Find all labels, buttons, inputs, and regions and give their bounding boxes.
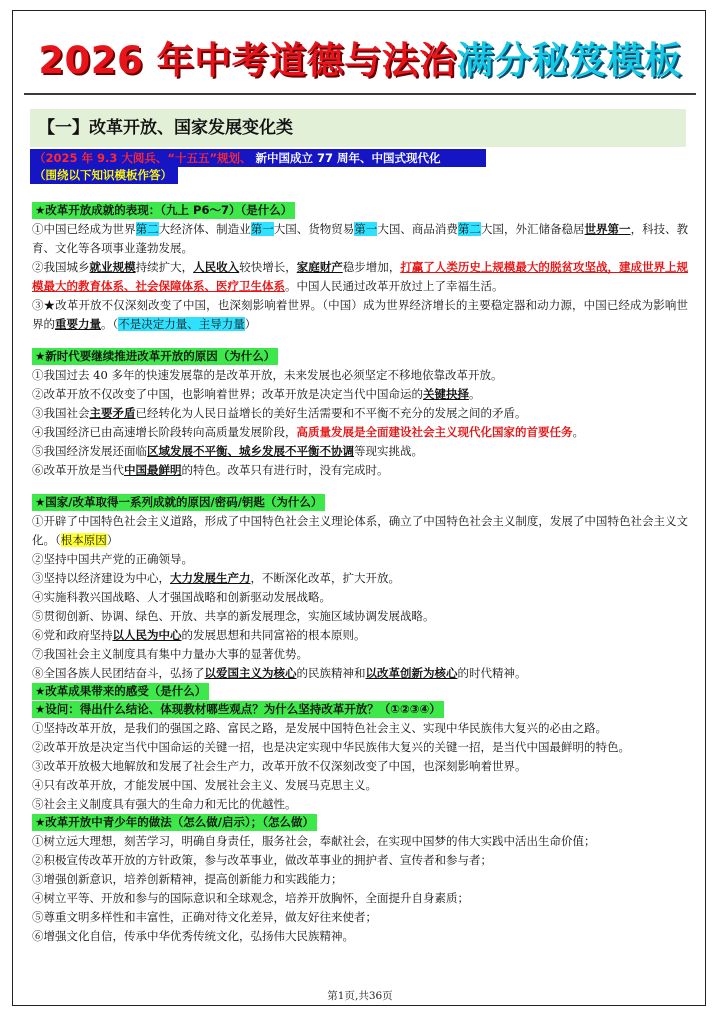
page-footer: 第1页,共36页 xyxy=(327,990,393,1002)
item-text: 已经转化为人民日益增长的美好生活需要和不平衡不充分的发展之间的矛盾。 xyxy=(135,406,527,420)
group-item xyxy=(32,832,688,851)
topic-banner-red-text: （2025 年 9.3 大阅兵、“十五五”规划、 xyxy=(34,151,252,165)
item-text: ③我国社会 xyxy=(32,406,90,420)
group-item xyxy=(32,258,688,296)
item-text: ①中国已经成为世界 xyxy=(32,222,136,236)
item-text: 高质量发展是全面建设社会主义现代化国家的首要任务 xyxy=(296,425,573,439)
group-spacer xyxy=(32,480,688,494)
section-heading: 【一】改革开放、国家发展变化类 xyxy=(30,109,686,147)
item-text: ③增强创新意识，培养创新精神，提高创新能力和实践能力； xyxy=(32,872,343,886)
group-subheading: ★设问：得出什么结论、体现教材哪些观点？为什么坚持改革开放？（①②③④） xyxy=(32,701,444,718)
item-text: ①开辟了中国特色社会主义道路，形成了中国特色社会主义理论体系，确立了中国特色社会主义制度，发展了中国特色社会主义文化。（ xyxy=(32,514,688,547)
group-item xyxy=(32,719,688,738)
item-text: ⑧全国各族人民团结奋斗，弘扬了 xyxy=(32,666,205,680)
item-text: 大经济体、制造业 xyxy=(158,222,251,236)
item-text: 第二 xyxy=(457,222,481,236)
item-text: 以人民为中心 xyxy=(112,628,182,642)
group-heading-row xyxy=(32,348,688,366)
item-text: 。中国人民通过改革开放过上了幸福生活。 xyxy=(285,279,504,293)
group-heading: ★国家/改革取得一系列成就的原因/密码/钥匙（为什么） xyxy=(32,494,325,511)
item-text: 等现实挑战。 xyxy=(354,444,423,458)
item-text: ④实施科教兴国战略、人才强国战略和创新驱动发展战略。 xyxy=(32,590,331,604)
item-text: ②坚持中国共产党的正确领导。 xyxy=(32,552,193,566)
item-text: 重要力量 xyxy=(55,317,101,331)
item-text: ④只有改革开放，才能发展中国、发展社会主义、发展马克思主义。 xyxy=(32,778,377,792)
item-text: ⑦我国社会主义制度具有集中力量办大事的显著优势。 xyxy=(32,647,308,661)
group-item xyxy=(32,569,688,588)
group-item xyxy=(32,607,688,626)
item-text: ②改革开放是决定当代中国命运的关键一招，也是决定实现中华民族伟大复兴的关键一招，是当代中国最鲜明的特色。 xyxy=(32,740,630,754)
group-item xyxy=(32,404,688,423)
item-text: 稳步增加， xyxy=(342,260,401,274)
item-text: ①我国过去 40 多年的快速发展靠的是改革开放，未来发展也必须坚定不移地依靠改革开放。 xyxy=(32,368,503,382)
topic-banner-line2: （围绕以下知识模板作答） xyxy=(30,167,178,184)
page-title xyxy=(0,30,720,84)
group-item xyxy=(32,645,688,664)
item-text: 人民收入 xyxy=(193,260,240,274)
item-text: ①树立远大理想，刻苦学习，明确自身责任，服务社会，奉献社会，在实现中国梦的伟大实践中活出生命价值； xyxy=(32,834,596,848)
group-item xyxy=(32,423,688,442)
item-text: ，科技、教育、文化等各项事业蓬勃发展。 xyxy=(32,222,689,255)
group-item xyxy=(32,442,688,461)
title-divider xyxy=(24,93,696,95)
content-body xyxy=(32,202,688,946)
item-text: ，不断深化改革，扩大开放。 xyxy=(250,571,400,585)
item-text: ⑥改革开放是当代 xyxy=(32,463,124,477)
item-text: 关键抉择 xyxy=(423,387,469,401)
topic-banner-white-text: 新中国成立 77 周年、中国式现代化 xyxy=(251,151,441,165)
group-heading-row xyxy=(32,683,688,701)
item-text: ③坚持以经济建设为中心， xyxy=(32,571,170,585)
item-text: 世界第一 xyxy=(584,222,631,236)
item-text: 。（ xyxy=(101,317,119,331)
group-item xyxy=(32,588,688,607)
group-item xyxy=(32,927,688,946)
group-item xyxy=(32,664,688,683)
group-heading-row xyxy=(32,814,688,832)
group-item xyxy=(32,757,688,776)
item-text: 不是决定力量、主导力量 xyxy=(118,317,245,331)
item-text: ） xyxy=(106,533,119,547)
item-text: ） xyxy=(244,317,257,331)
group-heading: ★改革开放中青少年的做法（怎么做/启示）；（怎么做） xyxy=(32,814,317,831)
item-text: 大国、商品消费 xyxy=(377,222,458,236)
item-text: ④树立平等、开放和参与的国际意识和全球观念，培养开放胸怀，全面提升自身素质； xyxy=(32,891,469,905)
item-text: 大国，外汇储备稳居 xyxy=(480,222,585,236)
item-text: 的特色。改革只有进行时，没有完成时。 xyxy=(181,463,389,477)
group-subheading-row xyxy=(32,701,688,719)
item-text: 大力发展生产力 xyxy=(170,571,251,585)
group-item xyxy=(32,889,688,908)
group-item xyxy=(32,296,688,334)
item-text: ⑥增强文化自信，传承中华优秀传统文化，弘扬伟大民族精神。 xyxy=(32,929,354,943)
item-text: 家庭财产 xyxy=(296,260,343,274)
item-text: 第二 xyxy=(135,222,159,236)
item-text: ③★改革开放不仅深刻改变了中国，也深刻影响着世界。（中国）成为世界经济增长的主要稳定器和动力源，中国已经成为影响世界的 xyxy=(32,298,688,331)
group-item xyxy=(32,550,688,569)
item-text: ⑥党和政府坚持 xyxy=(32,628,113,642)
topic-banner-line1 xyxy=(30,149,486,167)
group-spacer xyxy=(32,334,688,348)
title-red-part: 2026 年中考道德与法治 xyxy=(38,39,457,82)
item-text: ⑤尊重文明多样性和丰富性，正确对待文化差异，做友好往来使者； xyxy=(32,910,377,924)
group-heading-row xyxy=(32,494,688,512)
group-item xyxy=(32,795,688,814)
item-text: 的发展思想和共同富裕的根本原则。 xyxy=(181,628,366,642)
group-heading: ★新时代要继续推进改革开放的原因（为什么） xyxy=(32,348,278,365)
group-heading: ★改革成果带来的感受（是什么） xyxy=(32,683,209,700)
title-cyan-part: 满分秘笈模板 xyxy=(456,39,682,82)
group-item xyxy=(32,512,688,550)
item-text: 较快增长， xyxy=(239,260,297,274)
group-item xyxy=(32,738,688,757)
item-text: 第一 xyxy=(354,222,378,236)
item-text: ⑤贯彻创新、协调、绿色、开放、共享的新发展理念，实施区域协调发展战略。 xyxy=(32,609,435,623)
group-item xyxy=(32,870,688,889)
item-text: 主要矛盾 xyxy=(89,406,136,420)
item-text: 持续扩大， xyxy=(135,260,194,274)
group-item xyxy=(32,908,688,927)
item-text: 就业规模 xyxy=(89,260,136,274)
item-text: 根本原因 xyxy=(60,533,107,547)
group-heading: ★改革开放成就的表现：（九上 P6～7）（是什么） xyxy=(32,202,295,219)
item-text: ②改革开放不仅改变了中国，也影响着世界；改革开放是决定当代中国命运的 xyxy=(32,387,423,401)
item-text: 。 xyxy=(469,387,481,401)
item-text: 第一 xyxy=(250,222,274,236)
group-item xyxy=(32,626,688,645)
item-text: 区域发展不平衡、城乡发展不平衡不协调 xyxy=(147,444,354,458)
group-item xyxy=(32,366,688,385)
item-text: 以改革创新为核心 xyxy=(365,666,458,680)
item-text: 大国、货物贸易 xyxy=(273,222,355,236)
item-text: 中国最鲜明 xyxy=(124,463,182,477)
group-item xyxy=(32,385,688,404)
group-item xyxy=(32,851,688,870)
item-text: ④我国经济已由高速增长阶段转向高质量发展阶段， xyxy=(32,425,297,439)
item-text: 的时代精神。 xyxy=(457,666,527,680)
group-item xyxy=(32,220,688,258)
group-item xyxy=(32,776,688,795)
group-item xyxy=(32,461,688,480)
item-text: ⑤社会主义制度具有强大的生命力和无比的优越性。 xyxy=(32,797,297,811)
item-text: ①坚持改革开放，是我们的强国之路、富民之路，是发展中国特色社会主义、实现中华民族伟大复兴的必由之路。 xyxy=(32,721,607,735)
group-heading-row xyxy=(32,202,688,220)
item-text: 。 xyxy=(572,425,584,439)
item-text: 以爱国主义为核心 xyxy=(204,666,297,680)
item-text: ③改革开放极大地解放和发展了社会生产力，改革开放不仅深刻改变了中国，也深刻影响着世界。 xyxy=(32,759,527,773)
item-text: ⑤我国经济发展还面临 xyxy=(32,444,147,458)
item-text: ②积极宣传改革开放的方针政策，参与改革事业，做改革事业的拥护者、宣传者和参与者； xyxy=(32,853,492,867)
item-text: 打赢了人类历史上规模最大的脱贫攻坚战，建成世界上规模最大的教育体系、社会保障体系、医疗卫生体系 xyxy=(32,260,689,293)
item-text: 的民族精神和 xyxy=(296,666,366,680)
item-text: ②我国城乡 xyxy=(32,260,90,274)
